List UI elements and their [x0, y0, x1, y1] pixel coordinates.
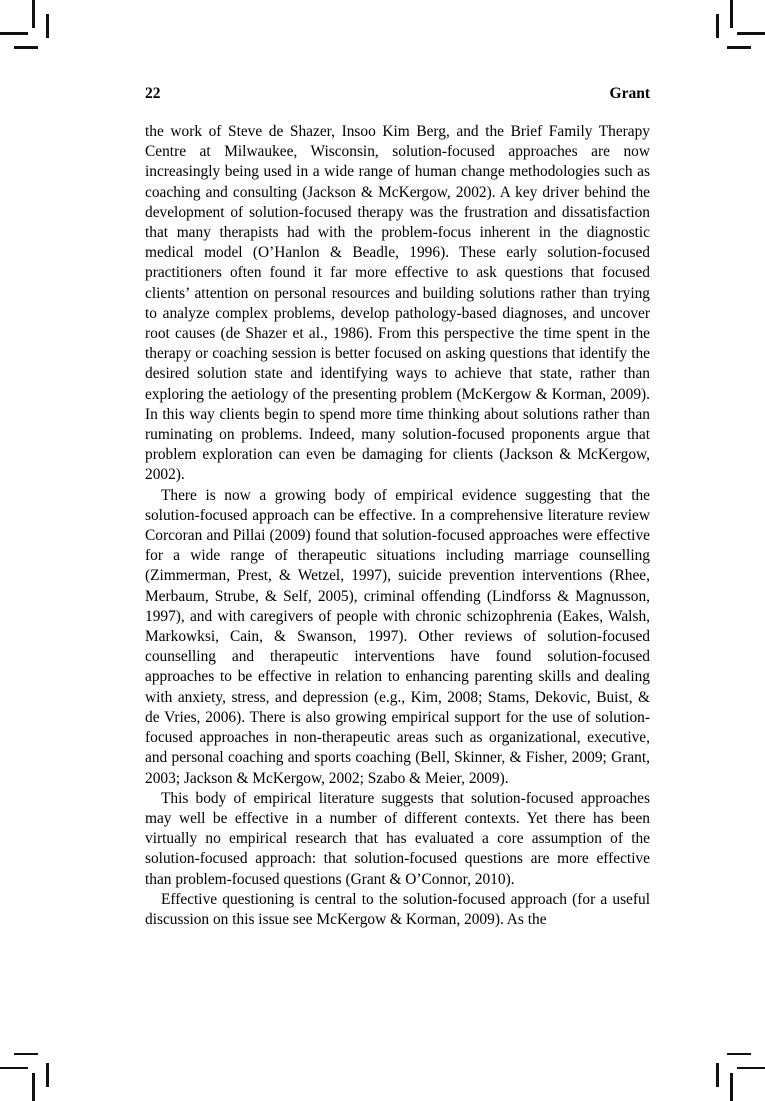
crop-mark-bottom-right-vertical-outer	[730, 1073, 733, 1101]
crop-mark-top-left-vertical-inner	[46, 14, 49, 38]
paragraph: There is now a growing body of empirical evidence suggesting that the solution-focused approach can be effective. In a comprehensive literature review Corcoran and Pillai (2009) found that solution-focused approaches were effective for a wide range of therapeutic situations including marriage counselling (Zimmerman, Prest, & Wetzel, 1997), suicide prevention interventions (Rhee, Merbaum, Strube, & Self, 2005), criminal offending (Lindforss & Magnusson, 1997), and with caregivers of people with chronic schizophrenia (Eakes, Walsh, Markowksi, Cain, & Swanson, 1997). Other reviews of solution-focused counselling and therapeutic interventions have found solution-focused approaches to be effective in relation to enhancing parenting skills and dealing with anxiety, stress, and depression (e.g., Kim, 2008; Stams, Dekovic, Buist, & de Vries, 2006). There is also growing empirical support for the use of solution-focused approaches in non-therapeutic areas such as organizational, executive, and personal coaching and sports coaching (Bell, Skinner, & Fisher, 2009; Grant, 2003; Jackson & McKergow, 2002; Szabo & Meier, 2009).	[145, 486, 650, 787]
crop-mark-top-right-horizontal-outer	[737, 32, 765, 35]
crop-mark-bottom-right-horizontal-outer	[737, 1067, 765, 1070]
crop-mark-top-left-horizontal-outer	[0, 32, 28, 35]
paragraph: the work of Steve de Shazer, Insoo Kim Berg, and the Brief Family Therapy Centre at Milwaukee, Wisconsin, solution-focused approaches are now increasingly being used in a wide range of human change methodologies such as coaching and consulting (Jackson & McKergow, 2002). A key driver behind the development of solution-focused therapy was the frustration and dissatisfaction that many therapists had with the problem-focus inherent in the diagnostic medical model (O’Hanlon & Beadle, 1996). These early solution-focused practitioners often found it far more effective to ask questions that focused clients’ attention on personal resources and building solutions rather than trying to analyze complex problems, develop pathology-based diagnoses, and uncover root causes (de Shazer et al., 1986). From this perspective the time spent in the therapy or coaching session is better focused on asking questions that identify the desired solution state and identifying ways to achieve that state, rather than exploring the aetiology of the presenting problem (McKergow & Korman, 2009). In this way clients begin to spend more time thinking about solutions rather than ruminating on problems. Indeed, many solution-focused proponents argue that problem exploration can even be damaging for clients (Jackson & McKergow, 2002).	[145, 123, 650, 484]
crop-mark-top-left-vertical-outer	[32, 0, 35, 28]
crop-mark-bottom-left-horizontal-inner	[14, 1053, 38, 1056]
running-header	[145, 86, 650, 102]
crop-mark-top-right-vertical-inner	[716, 14, 719, 38]
paragraph: This body of empirical literature suggests that solution-focused approaches may well be effective in a number of different contexts. Yet there has been virtually no empirical research that has evaluated a core assumption of the solution-focused approach: that solution-focused questions are more effective than problem-focused questions (Grant & O’Connor, 2010).	[145, 789, 650, 888]
crop-mark-top-right-horizontal-inner	[727, 46, 751, 49]
crop-mark-bottom-left-vertical-inner	[46, 1063, 49, 1087]
crop-mark-bottom-right-horizontal-inner	[727, 1053, 751, 1056]
page-number: 22	[145, 85, 161, 102]
paragraph: Effective questioning is central to the solution-focused approach (for a useful discussion on this issue see McKergow & Korman, 2009). As the	[145, 890, 650, 928]
crop-mark-top-right-vertical-outer	[730, 0, 733, 28]
crop-mark-bottom-right-vertical-inner	[716, 1063, 719, 1087]
crop-mark-bottom-left-horizontal-outer	[0, 1067, 28, 1070]
body-text-column	[145, 122, 650, 930]
running-head-author: Grant	[609, 85, 650, 102]
crop-mark-bottom-left-vertical-outer	[32, 1073, 35, 1101]
crop-mark-top-left-horizontal-inner	[14, 46, 38, 49]
